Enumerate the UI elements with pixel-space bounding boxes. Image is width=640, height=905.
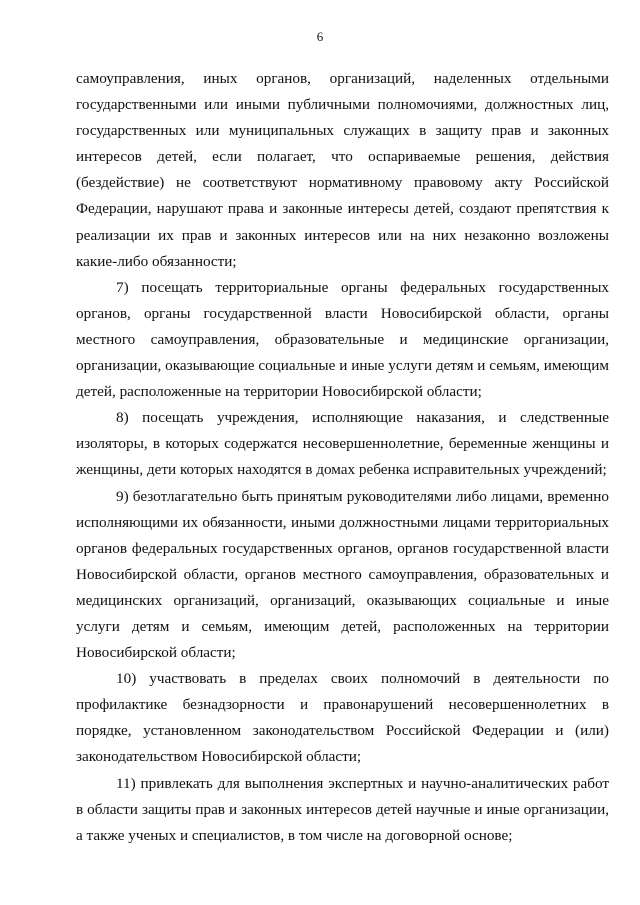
paragraph-item-9: 9) безотлагательно быть принятым руководителями либо лицами, временно исполняющими их обязанности, иными должностными лицами территориальных органов федеральных государственных органов, органов государственной власти Новосибирской области, органов местного самоуправления, образовательных и медицинских организаций, организаций, оказывающих социальные и иные услуги детям и семьям, имеющим детей, расположенных на территории Новосибирской области; xyxy=(76,487,609,662)
paragraph-item-8: 8) посещать учреждения, исполняющие наказания, и следственные изоляторы, в которых содержатся несовершеннолетние, беременные женщины и женщины, дети которых находятся в домах ребенка исправительных учреждений; xyxy=(76,409,609,479)
paragraph-item-10: 10) участвовать в пределах своих полномочий в деятельности по профилактике безнадзорности и правонарушений несовершеннолетних в порядке, установленном законодательством Российской Федерации и (или) законодательством Новосибирской области; xyxy=(76,670,609,766)
page-number: 6 xyxy=(316,29,324,44)
paragraph-continuation: самоуправления, иных органов, организаций, наделенных отдельными государственными или иными публичными полномочиями, должностных лиц, государственных или муниципальных служащих в защиту прав и законных интересов детей, если полагает, что оспариваемые решения, действия (бездействие) не соответствуют нормативному правовому акту Российской Федерации, нарушают права и законные интересы детей, создают препятствия к реализации их прав и законных интересов или на них незаконно возложены какие-либо обязанности; xyxy=(76,70,609,270)
paragraph-item-7: 7) посещать территориальные органы федеральных государственных органов, органы государственной власти Новосибирской области, органы местного самоуправления, образовательные и медицинские организации, организации, оказывающие социальные и иные услуги детям и семьям, имеющим детей, расположенные на территории Новосибирской области; xyxy=(76,278,609,401)
paragraph-item-11: 11) привлекать для выполнения экспертных и научно-аналитических работ в области защиты прав и законных интересов детей научные и иные организации, а также ученых и специалистов, в том числе на договорной основе; xyxy=(76,774,609,844)
document-body xyxy=(76,66,609,849)
